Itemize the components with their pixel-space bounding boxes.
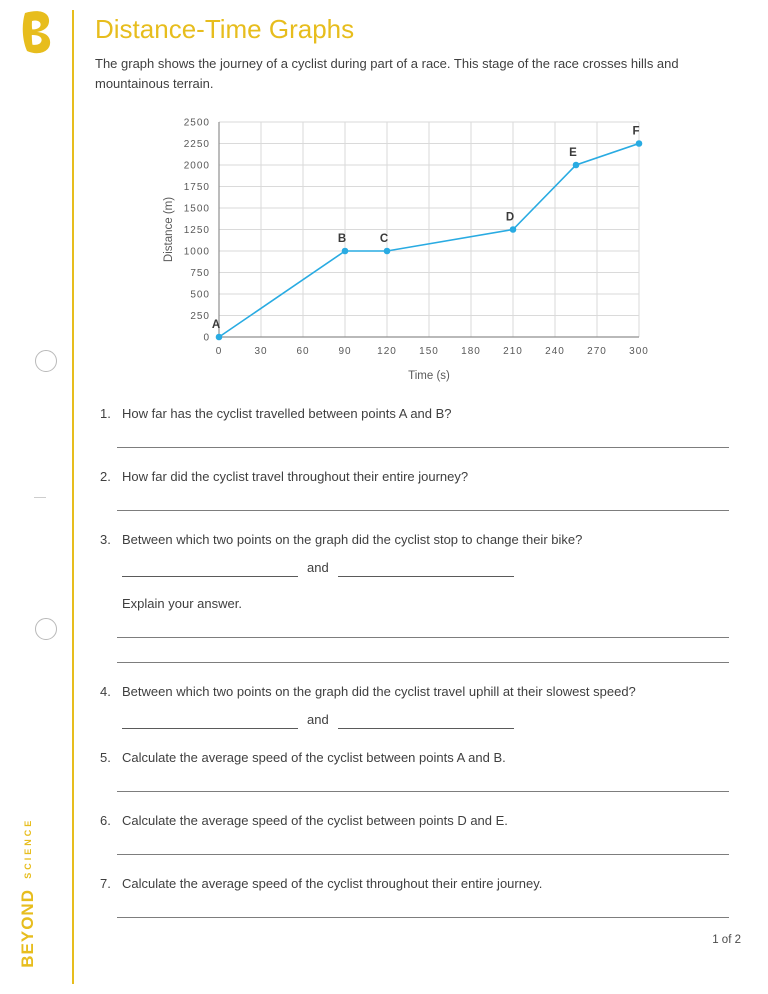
question-text: Calculate the average speed of the cyclist between points D and E. (122, 813, 508, 829)
chart-canvas (157, 110, 717, 395)
question-row (95, 405, 743, 423)
data-point (342, 248, 349, 255)
data-point (573, 162, 580, 169)
y-tick-label: 2500 (183, 117, 210, 129)
y-tick-label: 500 (190, 289, 210, 301)
question-text: How far has the cyclist travelled between points A and B? (122, 406, 452, 422)
question (95, 812, 743, 855)
brand-subname: SCIENCE (23, 818, 33, 880)
answer-blank (122, 562, 298, 577)
y-tick-label: 250 (190, 311, 210, 323)
x-tick-label: 150 (419, 346, 439, 358)
intro-text: The graph shows the journey of a cyclist during part of a race. This stage of the race crosses hills and mountainous terrain. (95, 56, 679, 92)
point-label: D (505, 211, 515, 224)
explain-label: Explain your answer. (122, 596, 242, 612)
answer-line (117, 662, 729, 663)
point-label: A (211, 319, 221, 332)
question-number: 1. (100, 406, 111, 422)
question (95, 749, 743, 792)
x-tick-label: 180 (461, 346, 481, 358)
question-row (95, 468, 743, 486)
question (95, 683, 743, 729)
question-text: How far did the cyclist travel throughout their entire journey? (122, 469, 469, 485)
x-tick-label: 300 (629, 346, 649, 358)
questions (95, 405, 743, 918)
y-tick-label: 0 (203, 332, 210, 344)
beyond-logo (16, 10, 58, 56)
answer-blank (338, 714, 514, 729)
data-point (510, 226, 517, 233)
question-number: 5. (100, 750, 111, 766)
answer-line (117, 917, 729, 918)
question-row (95, 812, 743, 830)
x-axis-title: Time (s) (408, 370, 450, 383)
question (95, 405, 743, 448)
x-tick-label: 240 (545, 346, 565, 358)
question-text: Between which two points on the graph did the cyclist stop to change their bike? (122, 532, 583, 548)
y-tick-label: 750 (190, 268, 210, 280)
y-tick-label: 2000 (183, 160, 210, 172)
brand-vertical (18, 818, 38, 968)
x-tick-label: 60 (296, 346, 310, 358)
blank-connector: and (307, 712, 329, 728)
blank-connector: and (307, 560, 329, 576)
point-label: C (379, 233, 389, 246)
y-tick-label: 2250 (183, 139, 210, 151)
divider (72, 10, 74, 984)
data-point (216, 334, 223, 341)
punch-hole (35, 618, 57, 640)
y-axis-title: Distance (m) (163, 197, 175, 263)
question-number: 2. (100, 469, 111, 485)
answer-line (117, 447, 729, 448)
x-tick-label: 90 (338, 346, 352, 358)
question-text: Calculate the average speed of the cyclist throughout their entire journey. (122, 876, 543, 892)
beyond-logo-icon (16, 10, 58, 56)
y-tick-label: 1500 (183, 203, 210, 215)
x-tick-label: 0 (215, 346, 223, 358)
brand-name: BEYOND (18, 889, 37, 968)
y-tick-label: 1250 (183, 225, 210, 237)
question-row (95, 683, 743, 701)
question-number: 6. (100, 813, 111, 829)
question-number: 4. (100, 684, 111, 700)
point-label: B (337, 233, 347, 246)
answer-blanks (122, 559, 743, 577)
question-row (95, 875, 743, 893)
point-label: F (632, 125, 640, 138)
answer-line (117, 854, 729, 855)
question (95, 531, 743, 663)
answer-line (117, 510, 729, 511)
x-tick-label: 270 (587, 346, 607, 358)
x-tick-label: 210 (503, 346, 523, 358)
y-tick-label: 1750 (183, 182, 210, 194)
data-point (636, 140, 643, 147)
question-number: 7. (100, 876, 111, 892)
page-title: Distance-Time Graphs (95, 14, 355, 44)
data-point (384, 248, 391, 255)
question-text: Calculate the average speed of the cyclist between points A and B. (122, 750, 506, 766)
question-row (95, 749, 743, 767)
question (95, 875, 743, 918)
answer-line (117, 637, 729, 638)
question-row (95, 531, 743, 549)
question (95, 468, 743, 511)
point-label: E (569, 147, 577, 160)
answer-blanks (122, 711, 743, 729)
cut-mark (34, 497, 46, 498)
answer-blank (122, 714, 298, 729)
worksheet-page (95, 0, 743, 946)
punch-hole (35, 350, 57, 372)
question-number: 3. (100, 532, 111, 548)
answer-line (117, 791, 729, 792)
distance-time-chart (157, 110, 743, 395)
answer-blank (338, 562, 514, 577)
x-tick-label: 120 (377, 346, 397, 358)
x-tick-label: 30 (254, 346, 268, 358)
page-number: 1 of 2 (712, 934, 741, 947)
question-text: Between which two points on the graph did the cyclist travel uphill at their slowest speed? (122, 684, 636, 700)
y-tick-label: 1000 (183, 246, 210, 258)
